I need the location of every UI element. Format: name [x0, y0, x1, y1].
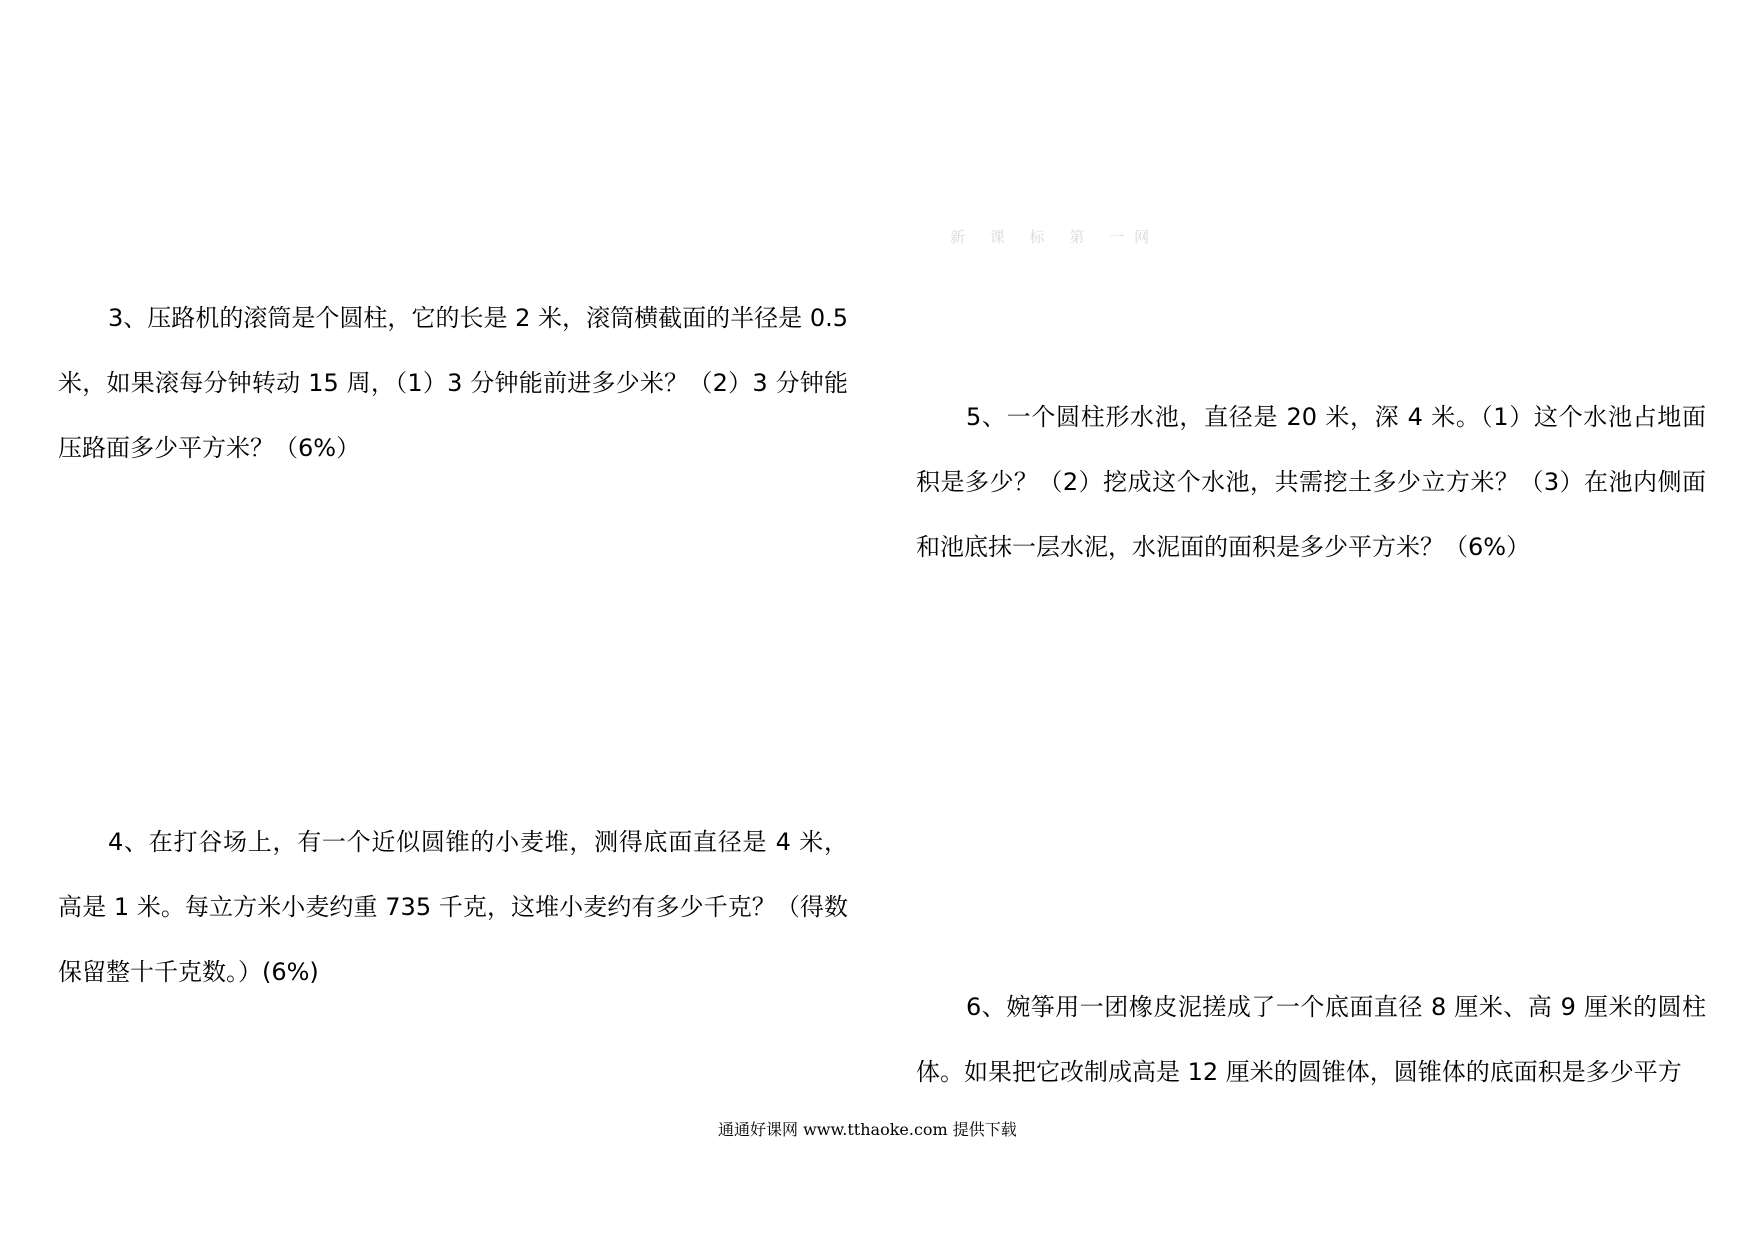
problem-5-text: 5、一个圆柱形水池，直径是 20 米，深 4 米。（1）这个水池占地面积是多少？（2）挖成这个水池，共需挖土多少立方米？（3）在池内侧面和池底抹一层水泥，水泥面的面积是多少平方米？（6%） — [916, 403, 1706, 561]
problem-5 — [916, 385, 1706, 580]
page-footer: 通通好课网 www.tthaoke.com 提供下载 — [718, 1120, 1017, 1139]
problem-6-text: 6、婉筝用一团橡皮泥搓成了一个底面直径 8 厘米、高 9 厘米的圆柱体。如果把它改制成高是 12 厘米的圆锥体，圆锥体的底面积是多少平方 — [916, 993, 1706, 1086]
problem-4-text: 4、在打谷场上，有一个近似圆锥的小麦堆，测得底面直径是 4 米，高是 1 米。每立方米小麦约重 735 千克，这堆小麦约有多少千克？（得数保留整十千克数。）(6%) — [58, 828, 848, 986]
problem-3 — [58, 286, 848, 481]
problem-4 — [58, 810, 848, 1005]
problem-3-text: 3、压路机的滚筒是个圆柱，它的长是 2 米，滚筒横截面的半径是 0.5 米，如果滚每分钟转动 15 周，（1）3 分钟能前进多少米？（2）3 分钟能压路面多少平方米？（6%） — [58, 304, 848, 462]
watermark-text: 新 课 标 第 一网 — [950, 228, 1160, 246]
problem-6 — [916, 975, 1706, 1105]
